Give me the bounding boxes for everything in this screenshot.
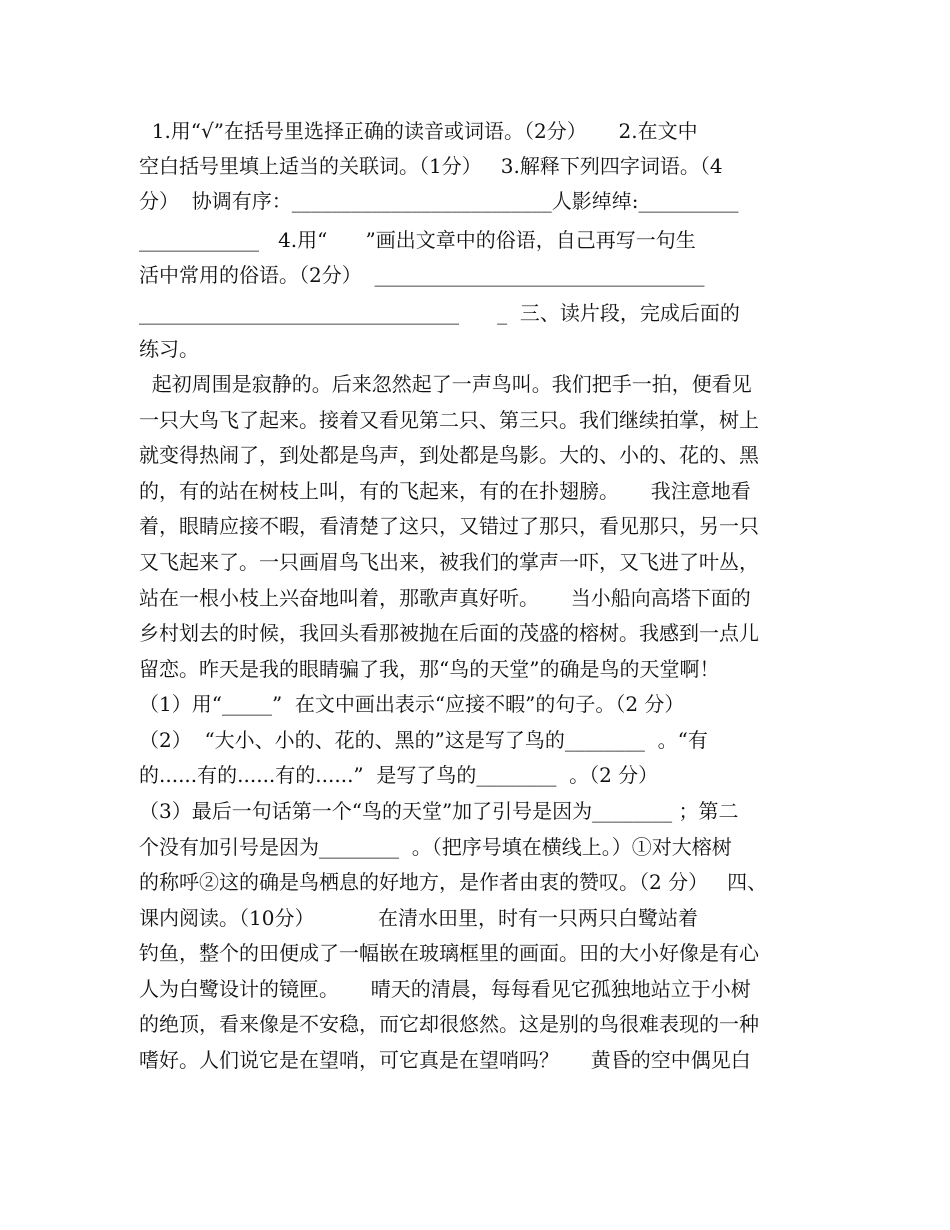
text-line: （3）最后一句话第一个“鸟的天堂”加了引号是因为________ ；第二 [139,799,739,823]
text-line: 就变得热闹了，到处都是鸟声，到处都是鸟影。大的、小的、花的、黑 [139,443,759,467]
text-line: 钓鱼，整个的田便成了一幅嵌在玻璃框里的画面。田的大小好像是有心 [139,941,759,965]
text-line: 分） 协调有序：__________________________人影绰绰:__________ [139,189,739,213]
text-line: 人为白鹭设计的镜匣。 晴天的清晨，每每看见它孤独地站立于小树 [139,977,751,1001]
text-line: 着，眼睛应接不暇，看清楚了这只，又错过了那只，看见那只，另一只 [139,514,759,538]
text-line: 课内阅读。（10分） 在清水田里，时有一只两只白鹭站着 [139,906,699,930]
text-line: ____________ 4.用“ ”画出文章中的俗语，自己再写一句生 [139,228,696,252]
text-line: 1.用“√”在括号里选择正确的读音或词语。（2分） 2.在文中 [139,119,698,143]
text-line: 站在一根小枝上兴奋地叫着，那歌声真好听。 当小船向高塔下面的 [139,586,751,610]
text-line: 乡村划去的时候，我回头看那被抛在后面的茂盛的榕树。我感到一点儿 [139,621,759,645]
text-line: ________________________________ _ 三、读片段，完成后面的 [139,301,740,325]
text-line: 的......有的......有的......” 是写了鸟的________ 。（2 分） [139,763,659,787]
text-line: 活中常用的俗语。（2分） _________________________________ [139,263,705,287]
text-line: 空白括号里填上适当的关联词。（1分） 3.解释下列四字词语。（4 [139,154,723,178]
text-line: 嗜好。人们说它是在望哨，可它真是在望哨吗？ 黄昏的空中偶见白 [139,1048,751,1072]
text-line: 起初周围是寂静的。后来忽然起了一声鸟叫。我们把手一拍，便看见 [139,372,752,396]
text-line: 一只大鸟飞了起来。接着又看见第二只、第三只。我们继续拍掌，树上 [139,408,759,432]
text-line: 又飞起来了。一只画眉鸟飞出来，被我们的掌声一吓，又飞进了叶丛， [139,550,759,574]
text-line: 的，有的站在树枝上叫，有的飞起来，有的在扑翅膀。 我注意地看 [139,479,751,503]
text-line: 练习。 [139,337,199,361]
text-line: （1）用“_____” 在文中画出表示“应接不暇”的句子。（2 分） [139,692,685,716]
text-line: 个没有加引号是因为________ 。（把序号填在横线上。）①对大榕树 [139,835,732,859]
text-line: 的绝顶，看来像是不安稳，而它却很悠然。这是别的鸟很难表现的一种 [139,1012,759,1036]
text-line: （2） “大小、小的、花的、黑的”这是写了鸟的________ 。“有 [139,728,708,752]
text-line: 的称呼②这的确是鸟栖息的好地方，是作者由衷的赞叹。（2 分） 四、 [139,870,768,894]
text-line: 留恋。昨天是我的眼睛骗了我，那“鸟的天堂”的确是鸟的天堂啊！ [139,657,720,681]
